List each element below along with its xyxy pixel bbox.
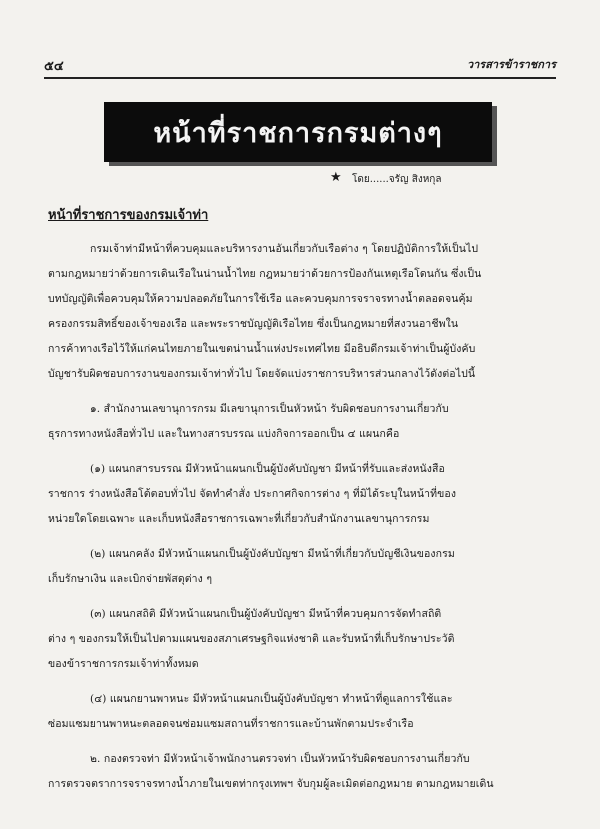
body-line: ธุรการทางหนังสือทั่วไป และในทางสารบรรณ แบ่งกิจการออกเป็น ๔ แผนกคือ <box>48 428 400 440</box>
body-line: ๑. สำนักงานเลขานุการกรม มีเลขานุการเป็นหัวหน้า รับผิดชอบการงานเกี่ยวกับ <box>90 403 449 415</box>
body-line: (๓) แผนกสถิติ มีหัวหน้าแผนกเป็นผู้บังคับบัญชา มีหน้าที่ควบคุมการจัดทำสถิติ <box>90 608 442 620</box>
journal-name: วารสารข้าราชการ <box>466 58 556 71</box>
body-line: การตรวจตราการจราจรทางน้ำภายในเขตท่ากรุงเทพฯ จับกุมผู้ละเมิดต่อกฎหมาย ตามกฎหมายเดิน <box>48 778 494 790</box>
body-line: (๔) แผนกยานพาหนะ มีหัวหน้าแผนกเป็นผู้บังคับบัญชา ทำหน้าที่ดูแลการใช้และ <box>90 693 453 705</box>
page-header <box>44 55 556 75</box>
page-number: ๕๔ <box>44 59 64 74</box>
title-banner <box>104 102 492 162</box>
star-icon: ★ <box>330 170 342 185</box>
body-line: ราชการ ร่างหนังสือโต้ตอบทั่วไป จัดทำคำสั่ง ประกาศกิจการต่าง ๆ ที่มิได้ระบุในหน้าที่ของ <box>48 488 457 500</box>
article-title: หน้าที่ราชการกรมต่างๆ <box>153 117 443 149</box>
body-line: ซ่อมแซมยานพาหนะตลอดจนซ่อมแซมสถานที่ราชการและบ้านพักตามประจำเรือ <box>48 718 414 730</box>
body-line: บัญชารับผิดชอบการงานของกรมเจ้าท่าทั่วไป โดยจัดแบ่งราชการบริหารส่วนกลางไว้ดังต่อไปนี้ <box>48 368 476 380</box>
section-heading: หน้าที่ราชการของกรมเจ้าท่า <box>48 208 209 223</box>
body-line: ครองกรรมสิทธิ์ของเจ้าของเรือ และพระราชบัญญัติเรือไทย ซึ่งเป็นกฎหมายที่สงวนอาชีพใน <box>48 318 459 330</box>
body-line: บทบัญญัติเพื่อควบคุมให้ความปลอดภัยในการใช้เรือ และควบคุมการจราจรทางน้ำตลอดจนคุ้ม <box>48 293 473 305</box>
body-line: (๒) แผนกคลัง มีหัวหน้าแผนกเป็นผู้บังคับบัญชา มีหน้าที่เกี่ยวกับบัญชีเงินของกรม <box>90 548 455 560</box>
body-line: ของข้าราชการกรมเจ้าท่าทั้งหมด <box>48 658 199 670</box>
body-line: หน่วยใดโดยเฉพาะ และเก็บหนังสือราชการเฉพาะที่เกี่ยวกับสำนักงานเลขานุการกรม <box>48 513 430 525</box>
header-rule <box>44 77 556 79</box>
body-line: เก็บรักษาเงิน และเบิกจ่ายพัสดุต่าง ๆ <box>48 573 213 585</box>
body-line: การค้าทางเรือไว้ให้แก่คนไทยภายในเขตน่านน้ำแห่งประเทศไทย มีอธิบดีกรมเจ้าท่าเป็นผู้บังคับ <box>48 343 476 355</box>
author-byline: โดย......จรัญ สิงหกุล <box>352 174 442 185</box>
body-line: กรมเจ้าท่ามีหน้าที่ควบคุมและบริหารงานอันเกี่ยวกับเรือต่าง ๆ โดยปฏิบัติการให้เป็นไป <box>90 243 479 255</box>
body-line: ต่าง ๆ ของกรมให้เป็นไปตามแผนของสภาเศรษฐกิจแห่งชาติ และรับหน้าที่เก็บรักษาประวัติ <box>48 633 455 645</box>
body-line: ตามกฎหมายว่าด้วยการเดินเรือในน่านน้ำไทย กฎหมายว่าด้วยการป้องกันเหตุเรือโดนกัน ซึ่งเป็น <box>48 268 482 280</box>
body-line: (๑) แผนกสารบรรณ มีหัวหน้าแผนกเป็นผู้บังคับบัญชา มีหน้าที่รับและส่งหนังสือ <box>90 463 445 475</box>
body-line: ๒. กองตรวจท่า มีหัวหน้าเจ้าพนักงานตรวจท่า เป็นหัวหน้ารับผิดชอบการงานเกี่ยวกับ <box>90 753 470 765</box>
